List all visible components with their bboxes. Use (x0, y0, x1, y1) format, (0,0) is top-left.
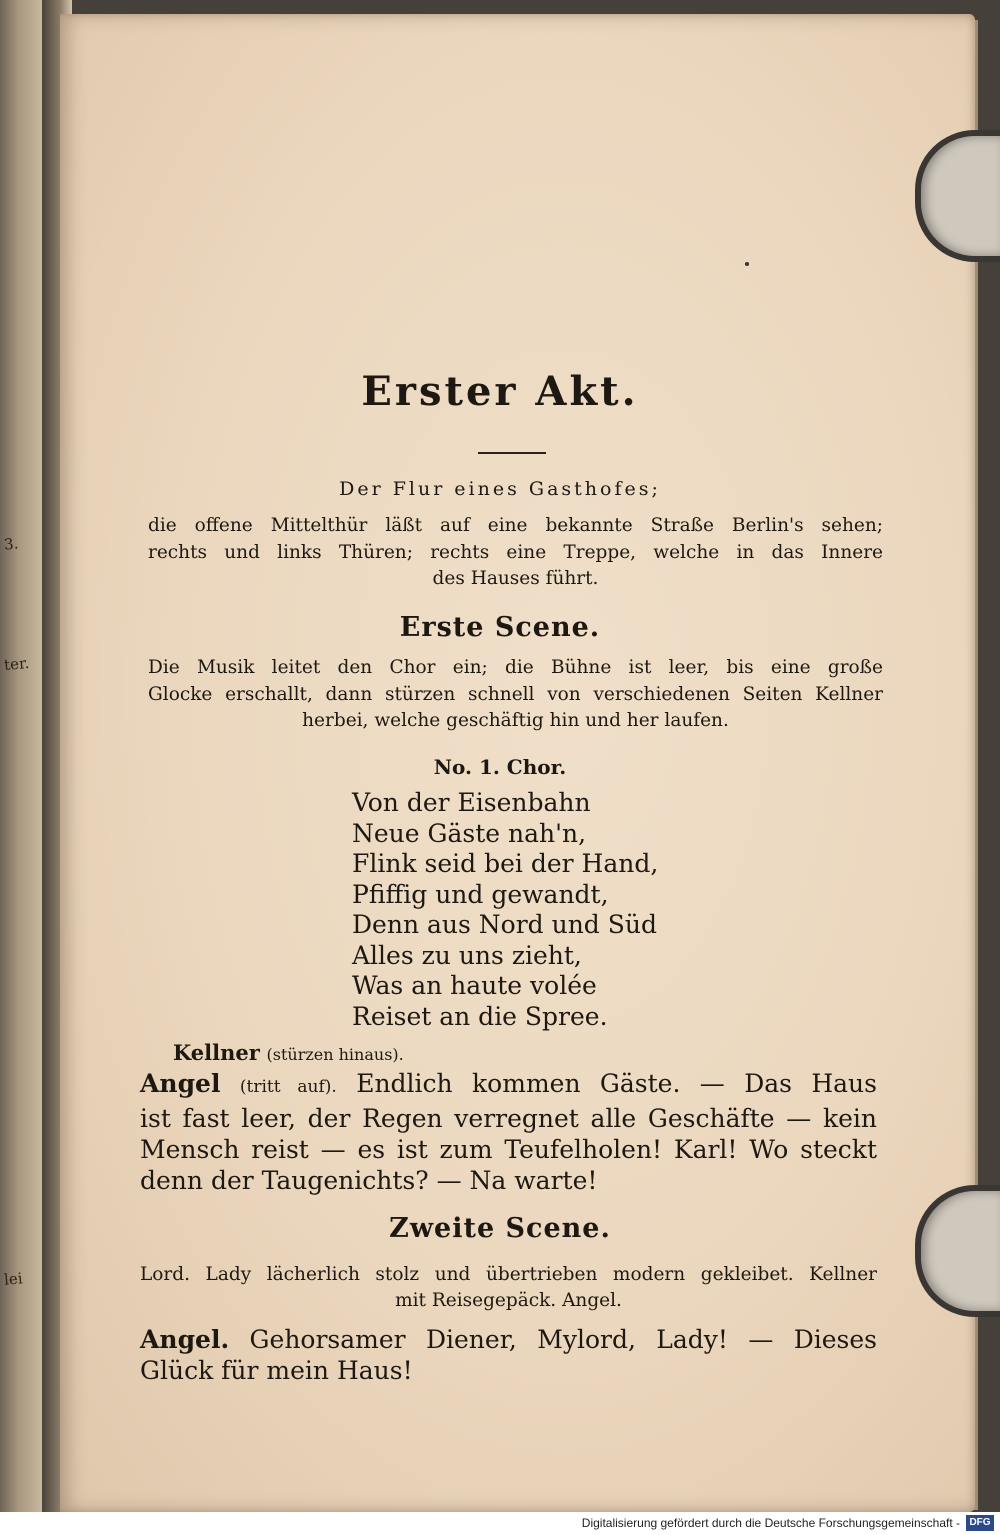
direction-line: Die Musik leitet den Chor ein; die Bühne ist leer, bis eine große (148, 657, 883, 678)
dfg-logo-icon: DFG (966, 1515, 994, 1531)
adjacent-page-fragment: ter. (3, 653, 30, 675)
stage-direction (173, 1040, 404, 1065)
act-title: Erster Akt. (361, 368, 639, 415)
dialogue-line: Glück für mein Haus! (140, 1356, 413, 1385)
scene-direction (140, 1262, 877, 1314)
setting-description (148, 513, 883, 593)
digitization-footer (0, 1512, 1000, 1535)
stage-direction-text: (stürzen hinaus). (266, 1045, 404, 1064)
scene-title: Zweite Scene. (389, 1213, 611, 1244)
dialogue-line: ist fast leer, der Regen verregnet alle Geschäfte — kein (140, 1104, 877, 1133)
footer-credit: Digitalisierung gefördert durch die Deutsche Forschungsgemeinschaft - (581, 1516, 960, 1530)
verse-line: Reiset an die Spree. (352, 1001, 608, 1031)
scene-title: Erste Scene. (399, 612, 601, 643)
setting-line: die offene Mittelthür läßt auf eine bekannte Straße Berlin's sehen; (148, 515, 883, 536)
stage-aside: (tritt auf). (239, 1077, 337, 1097)
setting-heading: Der Flur eines Gasthofes; (339, 478, 661, 500)
dialogue-line: Mensch reist — es ist zum Teufelholen! Karl! Wo steckt (140, 1135, 877, 1164)
dialogue-block (140, 1324, 877, 1386)
speaker-name: Angel (140, 1069, 221, 1098)
verse-line: Alles zu uns zieht, (352, 940, 582, 970)
setting-line: rechts und links Thüren; rechts eine Treppe, welche in das Innere (148, 541, 883, 563)
dialogue-block (140, 1068, 877, 1196)
dialogue-text: Gehorsamer Diener, Mylord, Lady! — Dieses (249, 1325, 877, 1354)
dialogue-line: denn der Taugenichts? — Na warte! (140, 1166, 598, 1195)
speaker-name: Kellner (173, 1040, 260, 1065)
number-heading: No. 1. Chor. (433, 755, 567, 779)
dialogue-line (140, 1324, 877, 1355)
setting-line: des Hauses führt. (432, 568, 599, 589)
chorus-verse (352, 788, 658, 1032)
direction-line: herbei, welche geschäftig hin und her laufen. (302, 710, 729, 731)
verse-line: Was an haute volée (352, 971, 597, 1000)
verse-line: Pfiffig und gewandt, (352, 879, 609, 909)
dialogue-text: Endlich kommen Gäste. — Das Haus (356, 1069, 877, 1098)
adjacent-page-fragment: 3. (3, 534, 20, 554)
direction-line: Glocke erschallt, dann stürzen schnell von verschiedenen Seiten Kellner (148, 683, 883, 705)
direction-line: mit Reisegepäck. Angel. (395, 1290, 622, 1311)
scene-direction (148, 655, 883, 735)
verse-line: Flink seid bei der Hand, (352, 849, 659, 878)
dialogue-line (140, 1068, 877, 1103)
direction-line: Lord. Lady lächerlich stolz und übertrieben modern gekleibet. Kellner (140, 1264, 877, 1285)
adjacent-page-fragment: lei (3, 1269, 24, 1289)
verse-line: Denn aus Nord und Süd (352, 910, 657, 939)
verse-line: Von der Eisenbahn (352, 788, 591, 817)
speaker-name: Angel. (140, 1325, 230, 1354)
ink-speck (745, 262, 749, 266)
title-divider (478, 452, 546, 454)
verse-line: Neue Gäste nah'n, (352, 818, 587, 848)
